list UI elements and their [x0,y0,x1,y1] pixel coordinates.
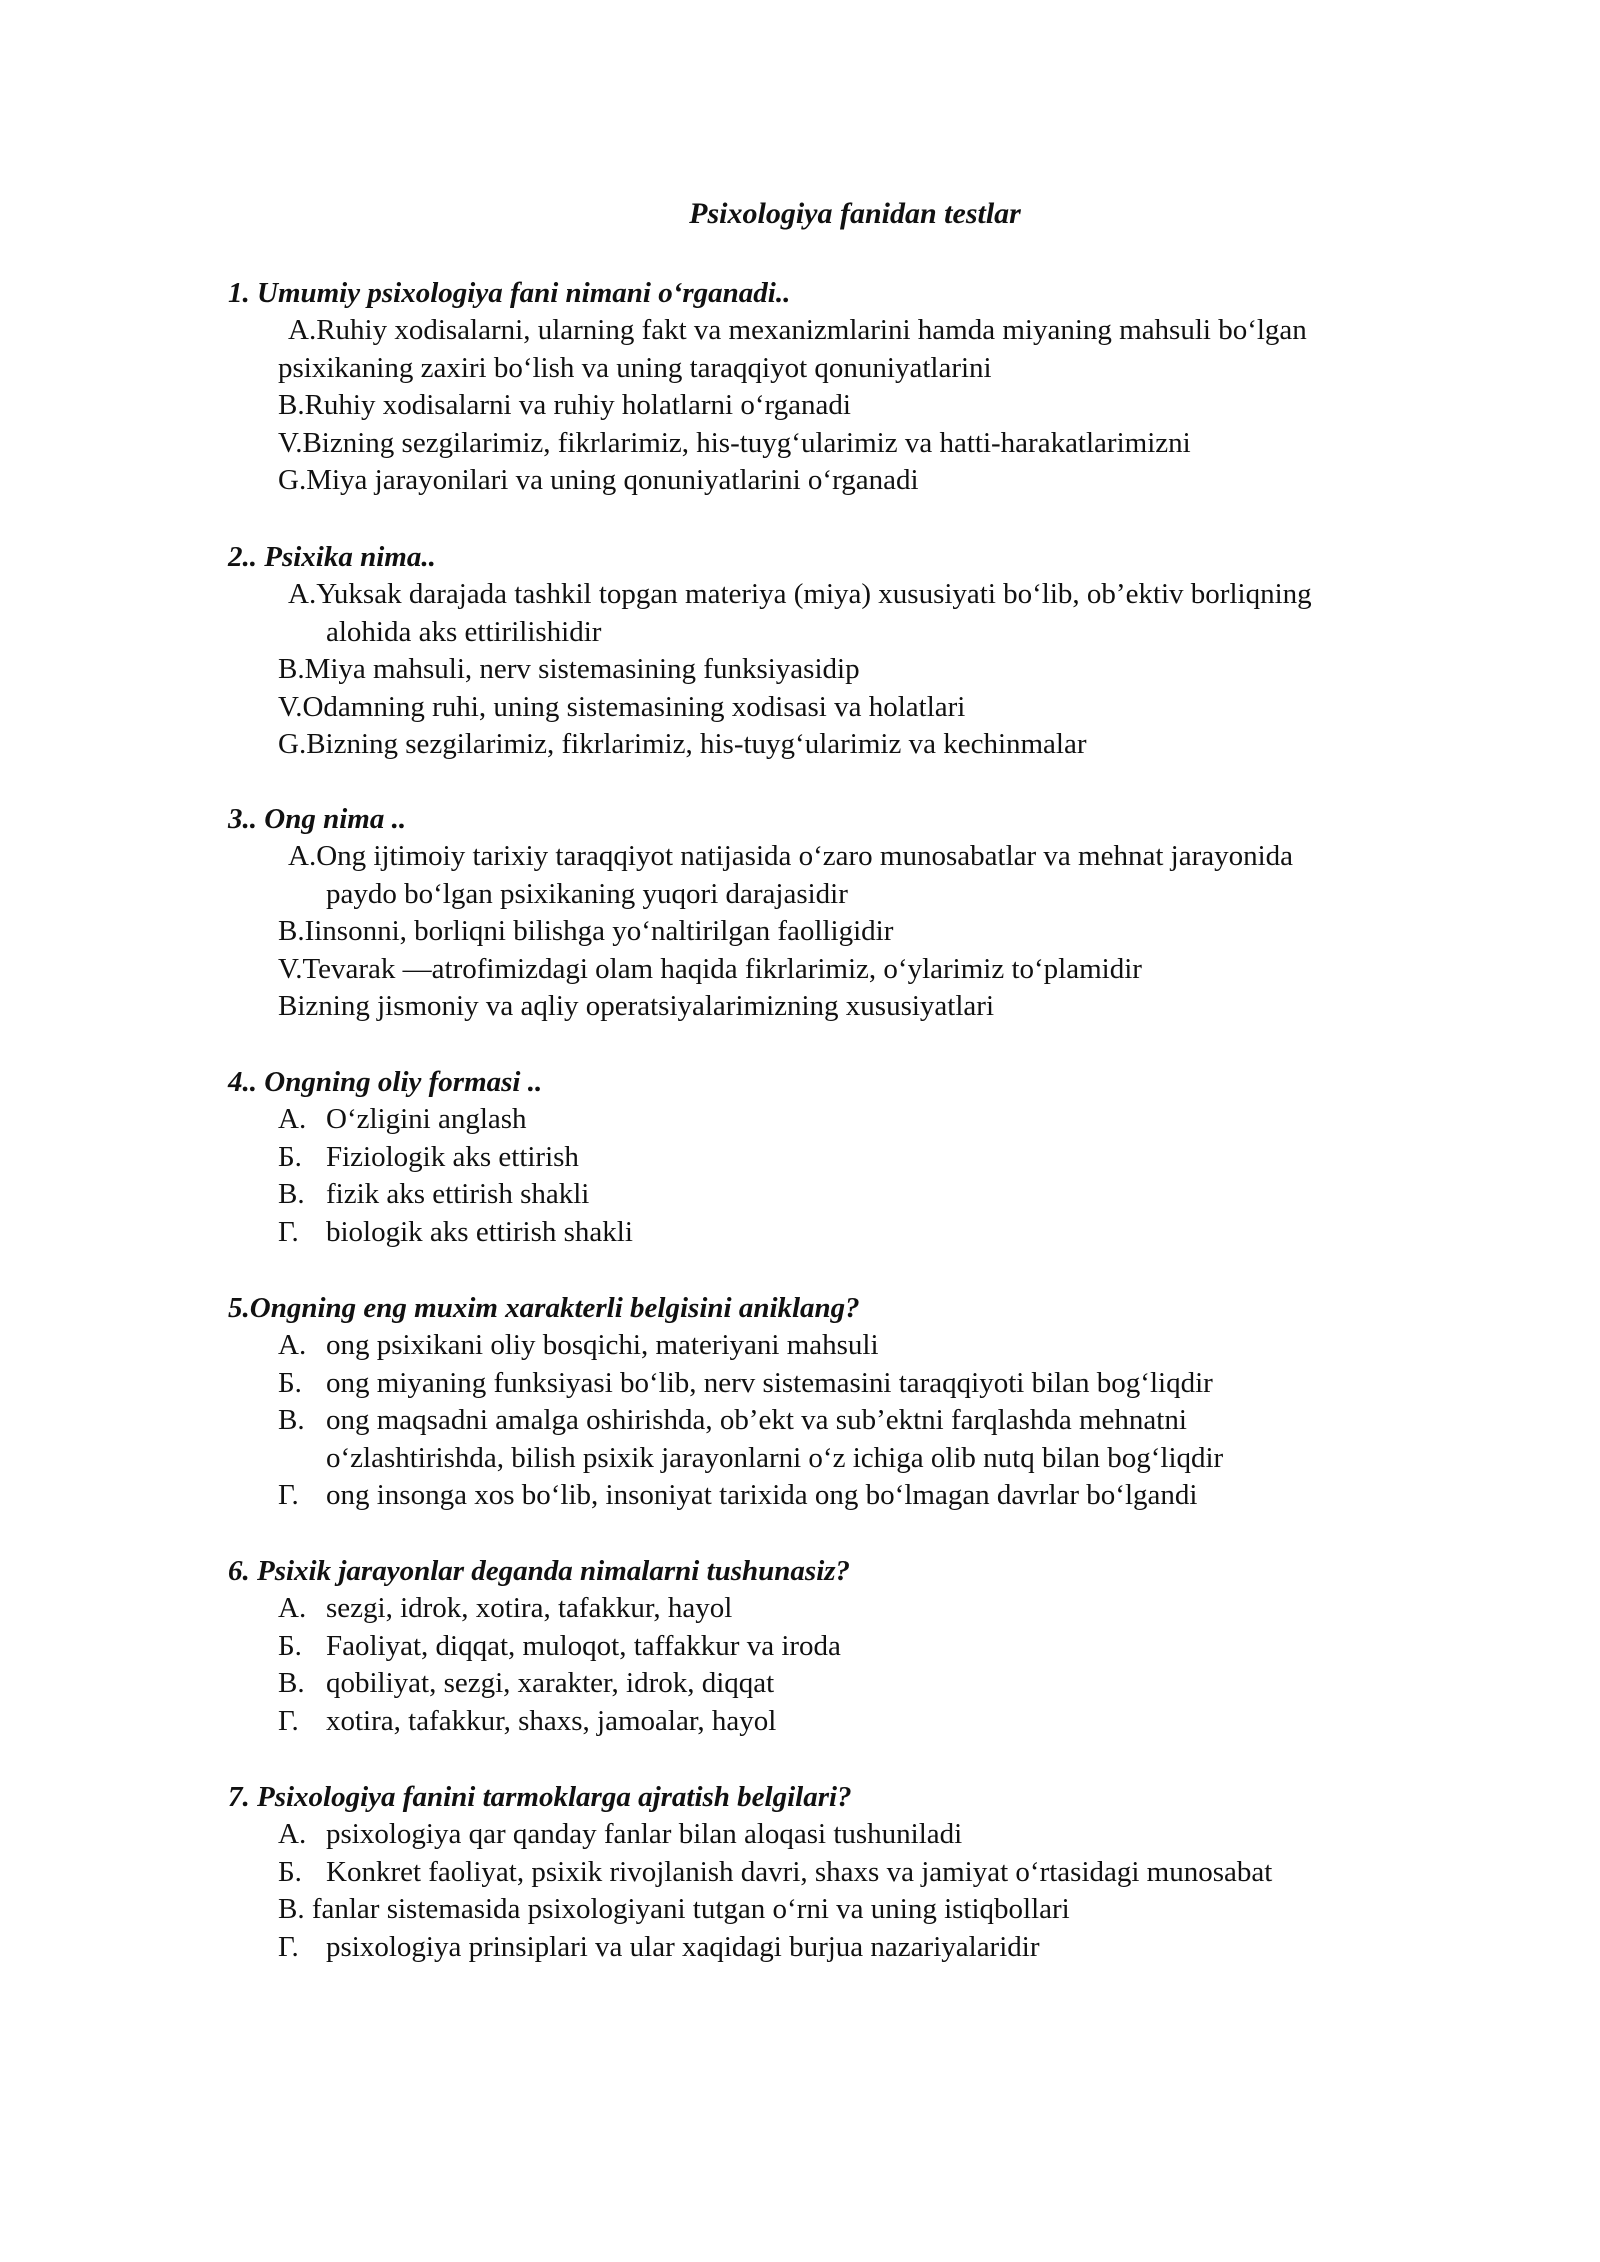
answer-option-v: V.Bizning sezgilarimiz, fikrlarimiz, his-tuyg‘ularimiz va hatti-harakatlarimizni [278,426,1191,459]
question-7 [228,1778,1518,1966]
option-marker: А. [278,1103,307,1135]
question-text: 1. Umumiy psixologiya fani nimani o‘rganadi.. [228,277,791,309]
option-text: psixologiya prinsiplari va ular xaqidagi burjua nazariyalaridir [326,1930,1040,1963]
answer-option-a-continued: alohida aks ettirilishidir [326,615,602,648]
option-marker: А. [278,1329,307,1361]
answer-option-g: G.Miya jarayonilari va uning qonuniyatlarini o‘rganadi [278,464,919,497]
option-marker: Б. [278,1855,302,1888]
question-3 [228,800,1518,1026]
answer-option-g [228,1703,1518,1741]
option-marker: Г. [278,1479,299,1512]
answer-option-b: B.Iinsonni, borliqni bilishga yo‘naltirilgan faolligidir [278,915,894,948]
answer-option-v-continued [228,1440,1518,1478]
question-2 [228,538,1518,764]
answer-option-v: V.Tevarak —atrofimizdagi olam haqida fikrlarimiz, o‘ylarimiz to‘plamidir [278,952,1142,985]
question-text: 6. Psixik jarayonlar deganda nimalarni tushunasiz? [228,1555,851,1587]
question-text: 5.Ongning eng muxim xarakterli belgisini aniklang? [228,1292,860,1324]
option-text: xotira, tafakkur, shaxs, jamoalar, hayol [326,1704,777,1737]
answer-option-b: B.Miya mahsuli, nerv sistemasining funksiyasidip [278,653,860,686]
option-marker: Б. [278,1366,302,1399]
option-text: Fiziologik aks ettirish [326,1140,579,1173]
option-text: biologik aks ettirish shakli [326,1215,633,1248]
answer-option-v [228,1402,1518,1440]
question-text: 2.. Psixika nima.. [228,541,436,573]
question-6 [228,1552,1518,1740]
question-5 [228,1289,1518,1515]
answer-option-a [228,1327,1518,1365]
option-marker: Г. [278,1930,299,1963]
option-text: ong insonga xos bo‘lib, insoniyat tarixida ong bo‘lmagan davrlar bo‘lgandi [326,1479,1198,1512]
option-marker: А. [278,1818,307,1850]
answer-option-g [228,1477,1518,1515]
answer-option-a [228,1101,1518,1139]
answer-option-b [228,1854,1518,1892]
option-text: fanlar sistemasida psixologiyani tutgan o‘rni va uning istiqbollari [311,1893,1070,1926]
answer-option-a: A.Ruhiy xodisalarni, ularning fakt va mexanizmlarini hamda miyaning mahsuli bo‘lgan [288,314,1307,346]
question-text: 3.. Ong nima .. [228,803,407,835]
answer-option-g: Bizning jismoniy va aqliy operatsiyalarimizning xususiyatlari [278,990,995,1023]
answer-option-v [228,1665,1518,1703]
answer-option-g [228,1929,1518,1967]
option-marker: В. [278,1178,305,1211]
answer-option-v: V.Odamning ruhi, uning sistemasining xodisasi va holatlari [278,690,966,723]
answer-option-g: G.Bizning sezgilarimiz, fikrlarimiz, his-tuyg‘ularimiz va kechinmalar [278,728,1087,761]
option-text: qobiliyat, sezgi, xarakter, idrok, diqqat [326,1667,775,1700]
option-marker: В. [278,1893,305,1926]
option-text: o‘zlashtirishda, bilish psixik jarayonlarni o‘z ichiga olib nutq bilan bog‘liqdir [326,1441,1224,1474]
answer-option-v [228,1891,1518,1929]
option-marker: В. [278,1404,305,1437]
question-1 [228,274,1518,500]
option-marker: В. [278,1667,305,1700]
option-text: Faoliyat, diqqat, muloqot, taffakkur va iroda [326,1629,841,1662]
option-text: ong maqsadni amalga oshirishda, ob’ekt va sub’ektni farqlashda mehnatni [326,1404,1187,1437]
answer-option-a [228,1590,1518,1628]
option-marker: Б. [278,1629,302,1662]
option-marker: Г. [278,1215,299,1248]
option-marker: Г. [278,1704,299,1737]
answer-option-b: B.Ruhiy xodisalarni va ruhiy holatlarni o‘rganadi [278,389,851,422]
option-text: fizik aks ettirish shakli [326,1178,590,1211]
document-title: Psixologiya fanidan testlar [689,197,1021,230]
option-marker: А. [278,1592,307,1624]
answer-option-a: A.Ong ijtimoiy tarixiy taraqqiyot natijasida o‘zaro munosabatlar va mehnat jarayonida [288,840,1294,872]
question-4 [228,1063,1518,1251]
option-text: Konkret faoliyat, psixik rivojlanish davri, shaxs va jamiyat o‘rtasidagi munosabat [326,1855,1273,1888]
option-text: ong psixikani oliy bosqichi, materiyani mahsuli [326,1329,879,1361]
option-text: psixologiya qar qanday fanlar bilan aloqasi tushuniladi [326,1818,963,1850]
answer-option-v [228,1176,1518,1214]
answer-option-b [228,1139,1518,1177]
option-text: O‘zligini anglash [326,1103,527,1135]
option-text: sezgi, idrok, xotira, tafakkur, hayol [326,1592,733,1624]
answer-option-a [228,1816,1518,1854]
option-text: ong miyaning funksiyasi bo‘lib, nerv sistemasini taraqqiyoti bilan bog‘liqdir [326,1366,1213,1399]
option-marker: Б. [278,1140,302,1173]
answer-option-b [228,1628,1518,1666]
question-text: 7. Psixologiya fanini tarmoklarga ajratish belgilari? [228,1781,852,1813]
answer-option-g [228,1214,1518,1252]
answer-option-b [228,1365,1518,1403]
answer-option-a-continued: psixikaning zaxiri bo‘lish va uning taraqqiyot qonuniyatlarini [278,351,992,384]
answer-option-a-continued: paydo bo‘lgan psixikaning yuqori darajasidir [326,877,848,910]
answer-option-a: A.Yuksak darajada tashkil topgan materiya (miya) xususiyati bo‘lib, ob’ektiv borliqning [288,578,1312,610]
question-text: 4.. Ongning oliy formasi .. [228,1066,543,1098]
